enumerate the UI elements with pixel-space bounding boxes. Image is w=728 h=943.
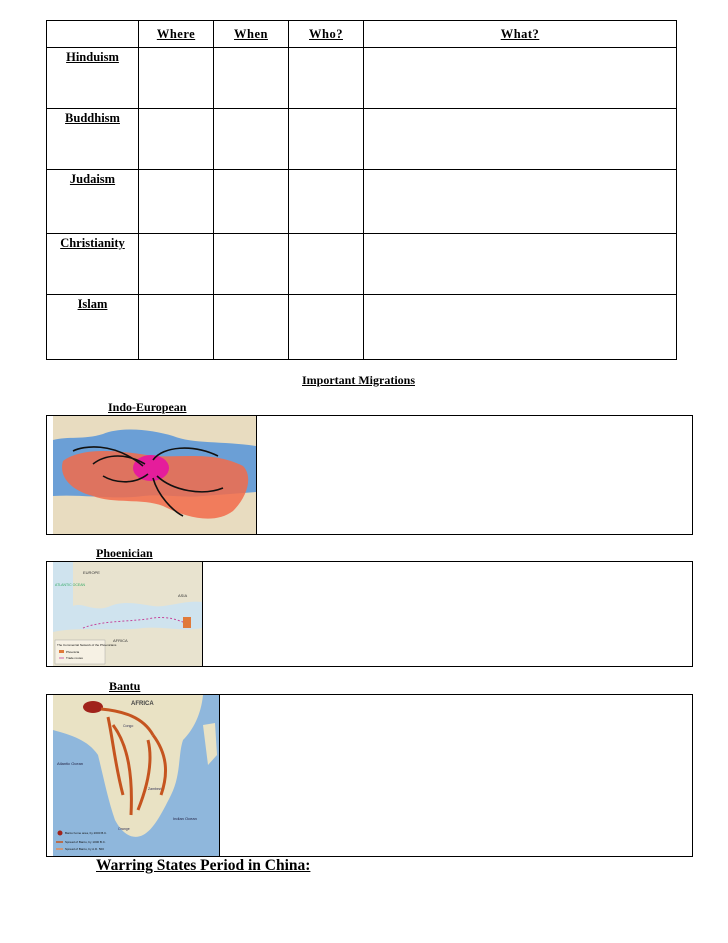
phoenician-box [46,561,693,667]
indo-european-map [53,416,257,534]
indo-european-label: Indo-European [108,400,187,414]
row-label-buddhism: Buddhism [47,109,139,170]
map-legend-title: The Commercial Network of the Phoenicians [57,643,117,647]
cell-who[interactable] [289,295,364,360]
cell-where[interactable] [139,170,214,234]
map-label-europe: EUROPE [83,570,100,575]
bantu-box [46,694,693,857]
table-row [47,48,677,109]
cell-what[interactable] [364,295,677,360]
map-label-africa: AFRICA [131,701,154,707]
map-label-atlantic: ATLANTIC OCEAN [55,583,86,587]
table-row [47,109,677,170]
cell-what[interactable] [364,109,677,170]
row-label-islam: Islam [47,295,139,360]
cell-where[interactable] [139,234,214,295]
header-where: Where [139,21,214,48]
header-blank [47,21,139,48]
bantu-map [53,695,220,856]
phoenician-map [53,562,203,666]
religions-table [46,20,677,360]
map-label-zambezi: Zambezi [148,787,162,791]
map-label-congo: Congo [123,724,134,728]
map-legend-home: Bantu home area, by 2000 B.C. [65,831,108,835]
cell-when[interactable] [214,109,289,170]
table-header-row [47,21,677,48]
header-who: Who? [289,21,364,48]
map-legend-1000bc: Spread of Bantu, by 1000 B.C. [65,840,106,844]
cell-where[interactable] [139,295,214,360]
indo-european-box [46,415,693,535]
map-legend-routes: Trade routes [66,656,83,660]
header-when: When [214,21,289,48]
row-label-christianity: Christianity [47,234,139,295]
header-what: What? [364,21,677,48]
cell-when[interactable] [214,295,289,360]
row-label-judaism: Judaism [47,170,139,234]
migrations-title: Important Migrations [302,373,415,387]
map-legend-ad500: Spread of Bantu, by A.D. 500 [65,847,104,851]
warring-states-heading: Warring States Period in China: [96,857,311,874]
cell-what[interactable] [364,234,677,295]
cell-who[interactable] [289,234,364,295]
map-label-africa: AFRICA [113,638,128,643]
cell-where[interactable] [139,109,214,170]
cell-when[interactable] [214,48,289,109]
row-label-hinduism: Hinduism [47,48,139,109]
phoenician-label: Phoenician [96,546,153,560]
cell-when[interactable] [214,234,289,295]
cell-what[interactable] [364,170,677,234]
cell-who[interactable] [289,48,364,109]
cell-who[interactable] [289,170,364,234]
cell-when[interactable] [214,170,289,234]
bantu-label: Bantu [109,679,141,693]
map-label-atlantic: Atlantic Ocean [57,761,84,766]
table-row [47,234,677,295]
table-row [47,170,677,234]
cell-what[interactable] [364,48,677,109]
cell-where[interactable] [139,48,214,109]
table-row [47,295,677,360]
map-label-orange: Orange [118,827,130,831]
map-label-indian: Indian Ocean [173,816,197,821]
cell-who[interactable] [289,109,364,170]
map-legend-phoenicia: Phoenicia [66,650,80,654]
map-label-asia: ASIA [178,593,188,598]
